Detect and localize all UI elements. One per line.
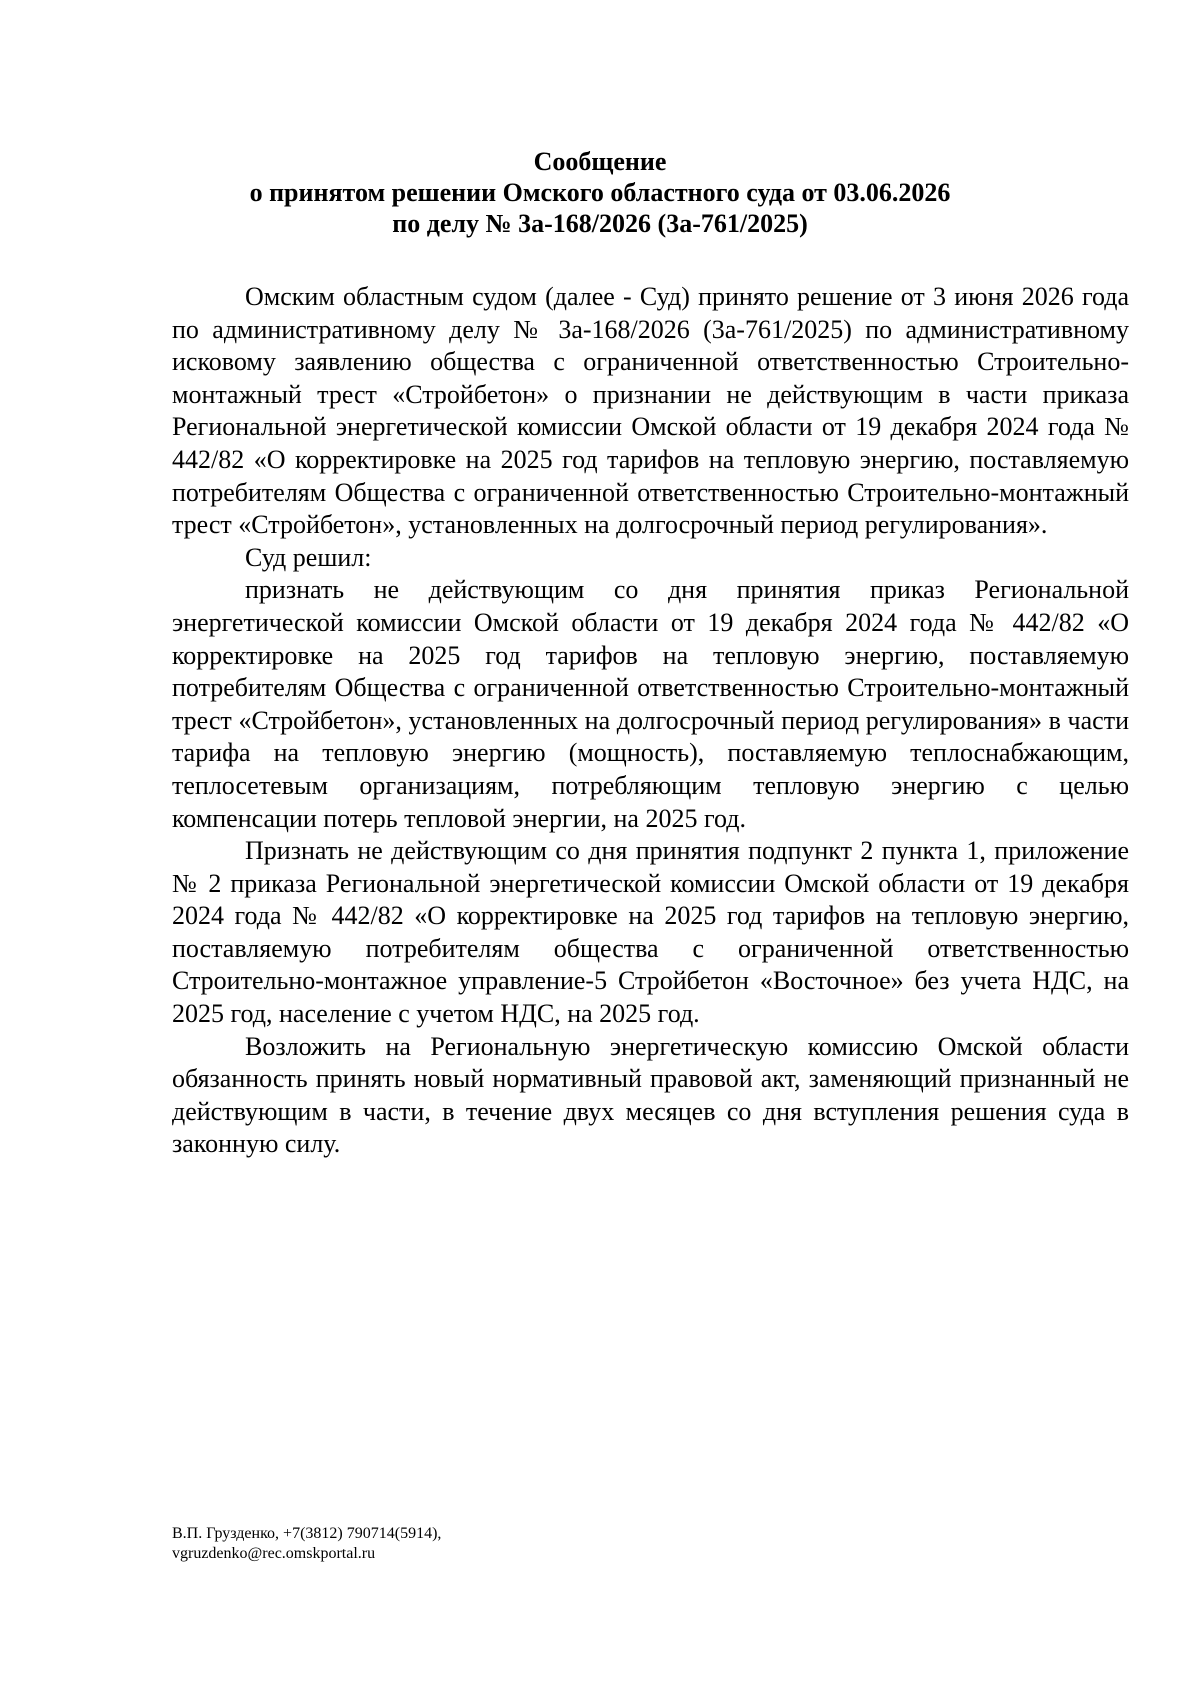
footer-email: vgruzdenko@rec.omskportal.ru [172,1545,376,1562]
paragraph-ruling-1: признать не действующим со дня принятия приказ Региональной энергетической комиссии Омской области от 19 декабря 2024 года № 442/82 «О корректировке на 2025 год тарифов на тепловую энергию, поставляемую потребителям Общества с ограниченной ответственностью Строительно-монтажный трест «Стройбетон», установленных на долгосрочный период регулирования» в части тарифа на тепловую энергию (мощность), поставляемую теплоснабжающим, теплосетевым организациям, потребляющим тепловую энергию с целью компенсации потерь тепловой энергии, на 2025 год. [172,575,1129,833]
title-line-3: по делу № 3а-168/2026 (3а-761/2025) [392,209,808,238]
document-title [150,146,1050,239]
paragraph-ruling-2: Признать не действующим со дня принятия подпункт 2 пункта 1, приложение № 2 приказа Региональной энергетической комиссии Омской области от 19 декабря 2024 года № 442/82 «О корректировке на 2025 год тарифов на тепловую энергию, поставляемую потребителям общества с ограниченной ответственностью Строительно-монтажное управление-5 Стройбетон «Восточное» без учета НДС, на 2025 год, население с учетом НДС, на 2025 год. [172,836,1129,1029]
document-body [172,281,1129,1161]
footer-contact: В.П. Грузденко, +7(3812) 790714(5914), [172,1525,442,1542]
paragraph-court-decided: Суд решил: [245,542,372,572]
paragraph-decision-intro: Омским областным судом (далее - Суд) принято решение от 3 июня 2026 года по административному делу № 3а-168/2026 (3а-761/2025) по административному исковому заявлению общества с ограниченной ответственностью Строительно-монтажный трест «Стройбетон» о признании не действующим в части приказа Региональной энергетической комиссии Омской области от 19 декабря 2024 года № 442/82 «О корректировке на 2025 год тарифов на тепловую энергию, поставляемую потребителям Общества с ограниченной ответственностью Строительно-монтажный трест «Стройбетон», установленных на долгосрочный период регулирования». [172,282,1129,540]
document-footer [172,1524,441,1564]
paragraph-ruling-3: Возложить на Региональную энергетическую комиссию Омской области обязанность принять новый нормативный правовой акт, заменяющий признанный не действующим в части, в течение двух месяцев со дня вступления решения суда в законную силу. [172,1031,1129,1159]
title-line-2: о принятом решении Омского областного суда от 03.06.2026 [249,178,951,207]
title-line-1: Сообщение [533,147,667,176]
